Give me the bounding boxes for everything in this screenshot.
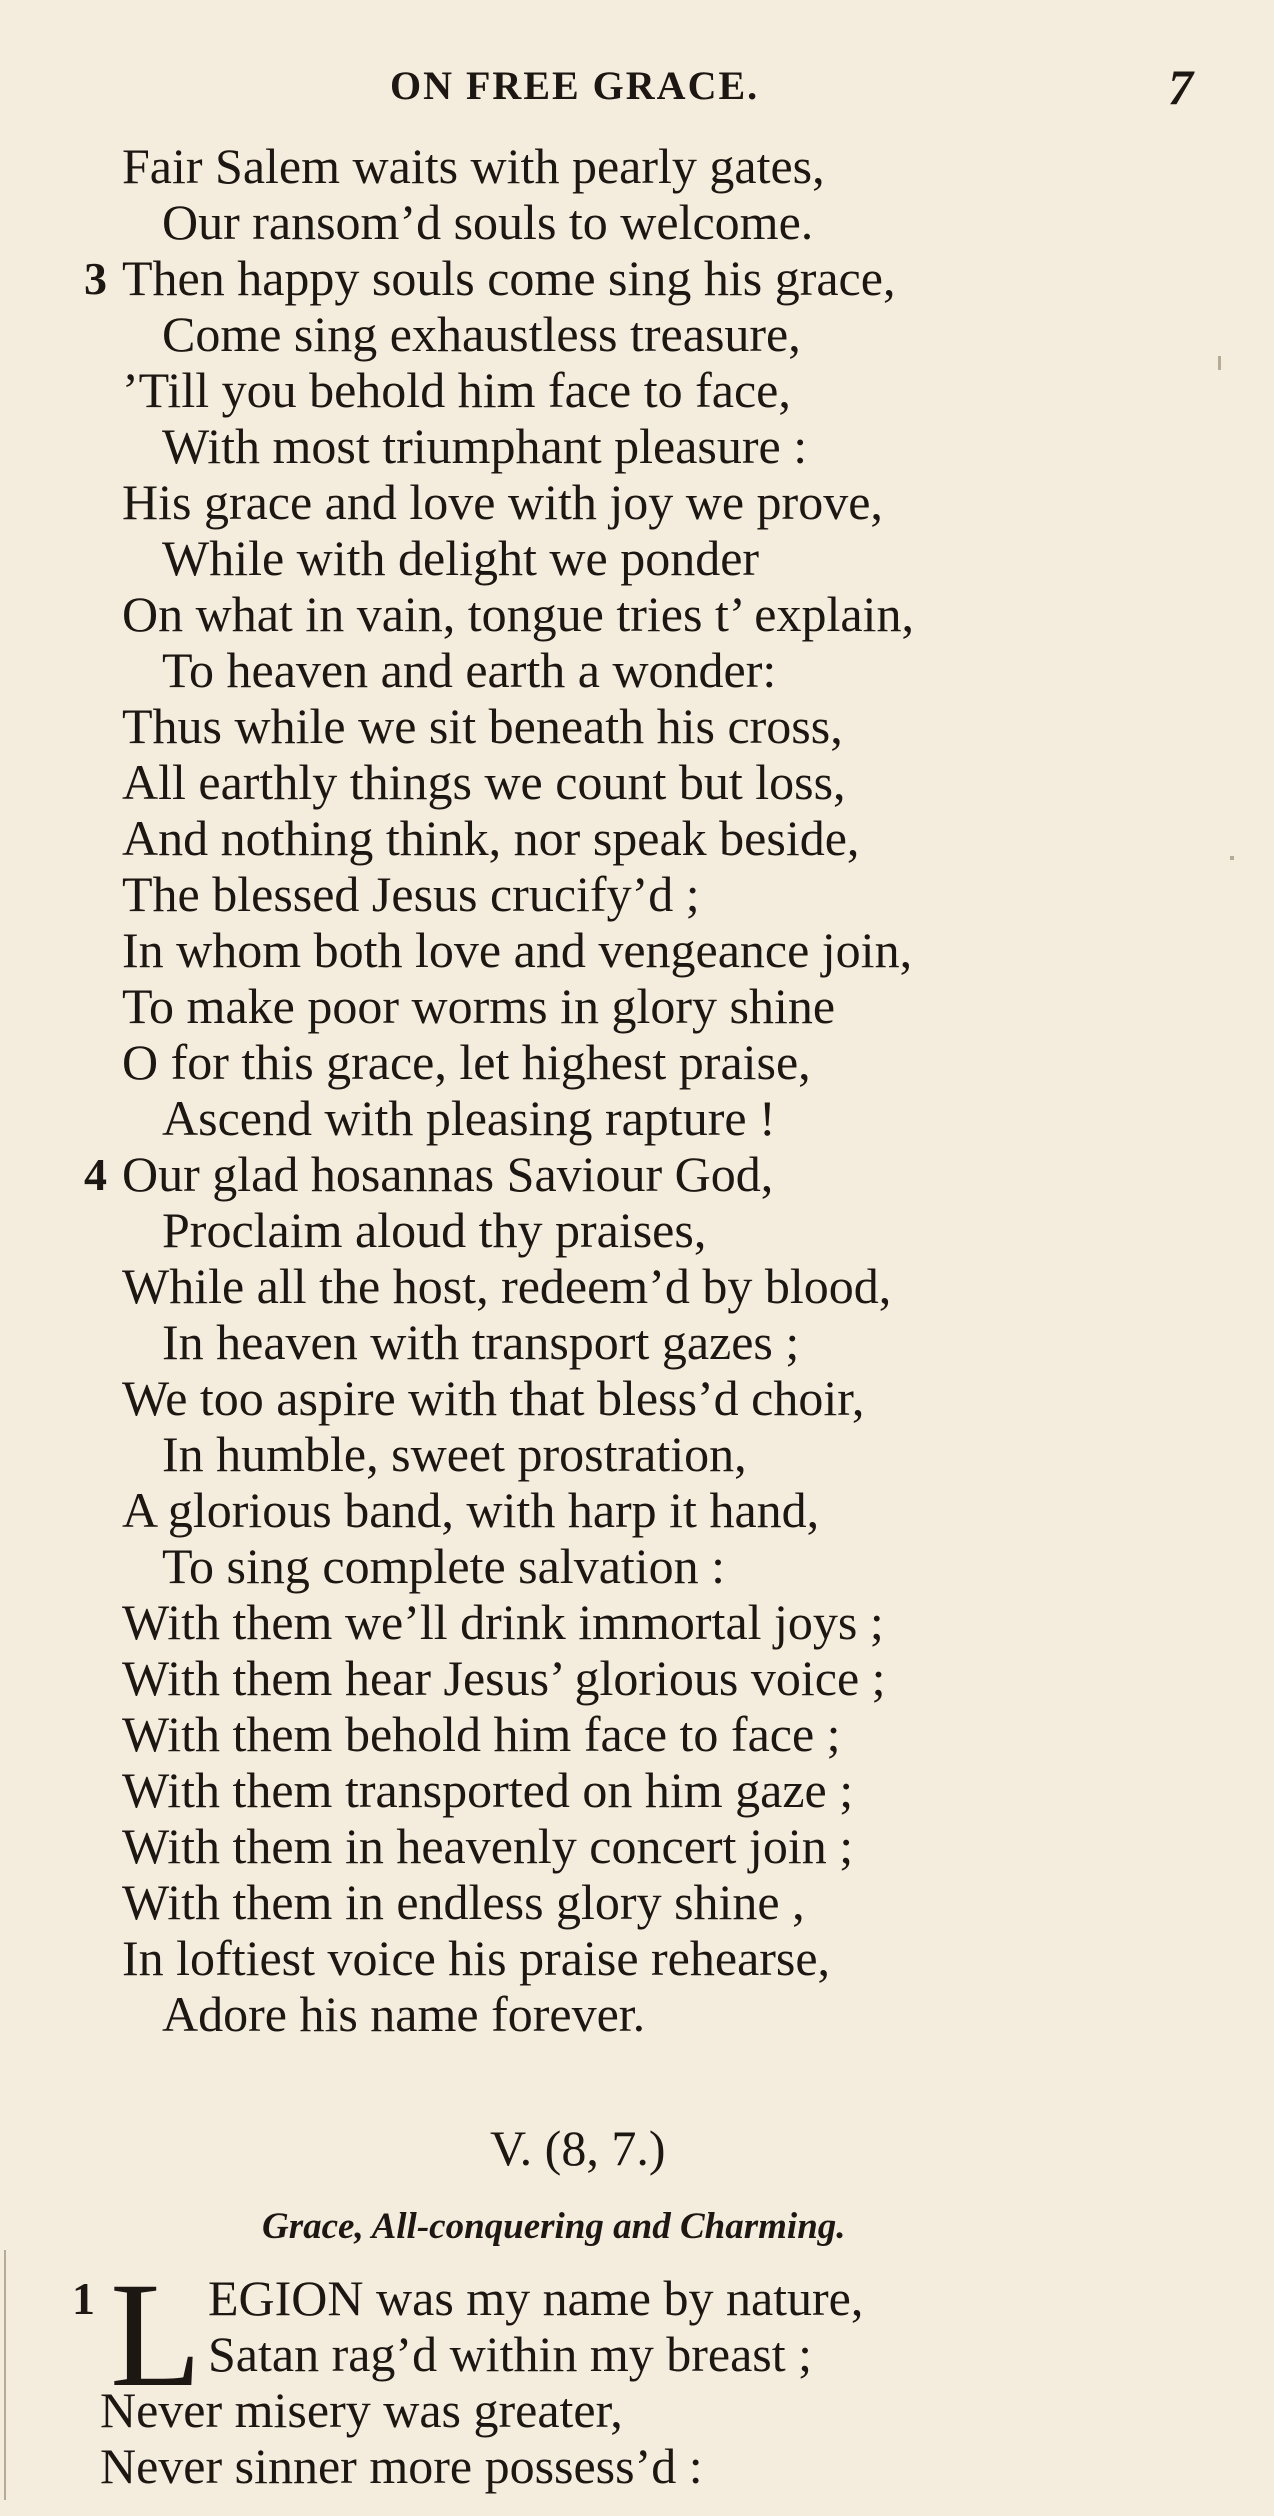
verse-line: To make poor worms in glory shine	[122, 978, 836, 1034]
verse-line: Thus while we sit beneath his cross,	[122, 698, 843, 754]
verse-line: And nothing think, nor speak beside,	[122, 810, 860, 866]
verse-line: With them transported on him gaze ;	[122, 1762, 854, 1818]
verse-line: To heaven and earth a wonder:	[162, 642, 777, 698]
verse-line: On what in vain, tongue tries t’ explain,	[122, 586, 914, 642]
verse-line: In humble, sweet prostration,	[162, 1426, 747, 1482]
verse-line: In loftiest voice his praise rehearse,	[122, 1930, 831, 1986]
verse-line: Ascend with pleasing rapture !	[162, 1090, 776, 1146]
page-header	[0, 59, 1274, 122]
drop-cap: L	[110, 2252, 202, 2418]
verse-line: We too aspire with that bless’d choir,	[122, 1370, 865, 1426]
verse-line: While with delight we ponder	[162, 530, 760, 586]
verse-line: To sing complete salvation :	[162, 1538, 726, 1594]
stanza-number: 4	[84, 1149, 107, 1200]
hymn-number: V. (8, 7.)	[490, 2120, 666, 2176]
margin-speck	[1230, 856, 1234, 860]
margin-speck	[1218, 356, 1221, 370]
verse-line: With them hear Jesus’ glorious voice ;	[122, 1650, 886, 1706]
verse-line: ’Till you behold him face to face,	[122, 362, 791, 418]
verse-line: Come sing exhaustless treasure,	[162, 306, 801, 362]
verse-line: With them behold him face to face ;	[122, 1706, 841, 1762]
verse-line: A glorious band, with harp it hand,	[122, 1482, 820, 1538]
verse-line: Fair Salem waits with pearly gates,	[122, 138, 825, 194]
verse-line: O for this grace, let highest praise,	[122, 1034, 811, 1090]
verse-line: Never sinner more possess’d :	[100, 2438, 703, 2494]
verse-line: With them in endless glory shine ,	[122, 1874, 805, 1930]
verse-line: With them we’ll drink immortal joys ;	[122, 1594, 884, 1650]
verse-line: All earthly things we count but loss,	[122, 754, 846, 810]
verse-line: His grace and love with joy we prove,	[122, 474, 883, 530]
verse-line: Then happy souls come sing his grace,	[122, 250, 896, 306]
margin-shadow	[4, 2250, 6, 2500]
verse-line: Our glad hosannas Saviour God,	[122, 1146, 774, 1202]
verse-line: EGION was my name by nature,	[208, 2270, 864, 2326]
verse-line: Proclaim aloud thy praises,	[162, 1202, 707, 1258]
verse-line: In whom both love and vengeance join,	[122, 922, 913, 978]
verse-line: Our ransom’d souls to welcome.	[162, 194, 814, 250]
page-number: 7	[1168, 59, 1193, 115]
verse-line: The blessed Jesus crucify’d ;	[122, 866, 700, 922]
verse-line: Never misery was greater,	[100, 2382, 623, 2438]
verse-line: Adore his name forever.	[162, 1986, 646, 2042]
verse-line: Satan rag’d within my breast ;	[208, 2326, 813, 2382]
verse-line: In heaven with transport gazes ;	[162, 1314, 800, 1370]
stanza-number: 1	[72, 2273, 95, 2324]
verse-line: With them in heavenly concert join ;	[122, 1818, 854, 1874]
stanza-number: 3	[84, 253, 107, 304]
hymn-title: Grace, All-conquering and Charming.	[262, 2206, 846, 2247]
running-title: ON FREE GRACE.	[390, 63, 760, 108]
verse-line: With most triumphant pleasure :	[162, 418, 808, 474]
verse-line: While all the host, redeem’d by blood,	[122, 1258, 892, 1314]
